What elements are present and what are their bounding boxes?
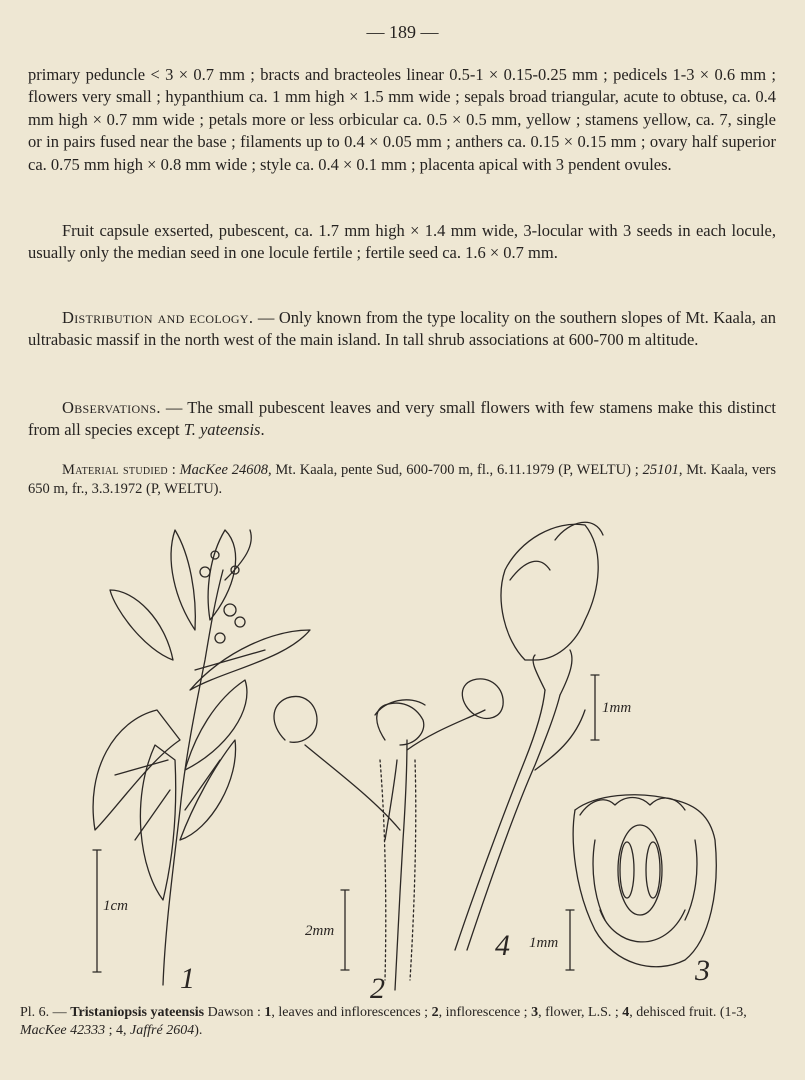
distribution-heading: Distribution and ecology. — [62, 308, 254, 327]
caption-num-4: 4 — [622, 1005, 630, 1020]
caption-num-2: 2 — [431, 1005, 439, 1020]
material-collector-1: MacKee 24608 — [179, 462, 268, 478]
material-separator: : — [167, 462, 180, 478]
caption-text-1: , leaves and inflorescences ; — [271, 1005, 432, 1020]
figure-3-flower-section — [573, 795, 716, 967]
scale-label-1mm-flower: 1mm — [529, 935, 559, 951]
caption-plate: Pl. 6. — — [20, 1005, 71, 1020]
description-paragraph: primary peduncle < 3 × 0.7 mm ; bracts and bracteoles linear 0.5-1 × 0.15-0.25 mm ; pedicels 1-3 × 0.6 mm ; flowers very small ; hypanthium ca. 1 mm high × 1.5 mm wide ; sepals broad triangular, acute to obtuse, ca. 0.4 mm high × 0.7 mm wide ; petals more or less orbicular ca. 0.5 × 0.5 mm, yellow ; stamens yellow, ca. 7, single or in pairs fused near the base ; filaments up to 0.4 × 0.05 mm ; anthers ca. 0.15 × 0.15 mm ; ovary half superior ca. 0.75 mm high × 0.8 mm wide ; style ca. 0.4 × 0.1 mm ; placenta apical with 3 pendent ovules. — [28, 65, 776, 174]
caption-num-3: 3 — [531, 1005, 539, 1020]
caption-text-6: ). — [194, 1023, 203, 1038]
observations-end: . — [260, 420, 265, 440]
caption-text-3: , flower, L.S. ; — [538, 1005, 623, 1020]
observations-paragraph — [28, 397, 776, 442]
caption-collector-2: Jaffré 2604 — [130, 1023, 195, 1038]
figure-4-fruit — [455, 522, 603, 950]
caption-text-2: , inflorescence ; — [438, 1005, 532, 1020]
distribution-paragraph — [28, 307, 776, 352]
figure-label-3: 3 — [695, 954, 710, 987]
scale-label-2mm: 2mm — [305, 923, 335, 939]
caption-text-5: ; 4, — [105, 1023, 131, 1038]
scale-label-1cm: 1cm — [103, 898, 128, 914]
material-text-2: , Mt. Kaala, vers 650 m, fr., 3.3.1972 (P, WELTU). — [28, 462, 776, 497]
figure-label-2: 2 — [370, 972, 385, 1000]
material-collector-2: 25101 — [642, 462, 679, 478]
caption-text-4: , dehisced fruit. (1-3, — [629, 1005, 747, 1020]
figure-label-4: 4 — [495, 929, 510, 962]
caption-author: Dawson : — [204, 1005, 265, 1020]
figure-caption — [20, 1004, 785, 1040]
botanical-illustration — [55, 510, 755, 1000]
fruit-paragraph: Fruit capsule exserted, pubescent, ca. 1.7 mm high × 1.4 mm wide, 3-locular with 3 seeds in each locule, usually only the median seed in one locule fertile ; fertile seed ca. 1.6 × 0.7 mm. — [28, 221, 776, 263]
figure-1-branch — [93, 530, 310, 985]
figure-label-1: 1 — [180, 962, 195, 995]
material-text-1: , Mt. Kaala, pente Sud, 600-700 m, fl., 6.11.1979 (P, WELTU) ; — [267, 462, 643, 478]
observations-heading: Observations. — [62, 398, 161, 417]
page-number: — 189 — — [366, 22, 439, 42]
distribution-text: — Only known from the type locality on the southern slopes of Mt. Kaala, an ultrabasic massif in the north west of the main island. In tall shrub associations at 600-700 m altitude. — [28, 308, 776, 350]
material-heading: Material studied — [62, 462, 168, 478]
observations-species: T. yateensis — [183, 420, 261, 440]
caption-collector-1: MacKee 42333 — [20, 1023, 106, 1038]
material-studied-paragraph — [28, 461, 776, 499]
caption-species: Tristaniopsis yateensis — [70, 1005, 205, 1020]
caption-num-1: 1 — [264, 1005, 272, 1020]
observations-text: — The small pubescent leaves and very small flowers with few stamens make this distinct from all species except — [28, 398, 776, 440]
scale-label-1mm-fruit: 1mm — [602, 700, 632, 716]
